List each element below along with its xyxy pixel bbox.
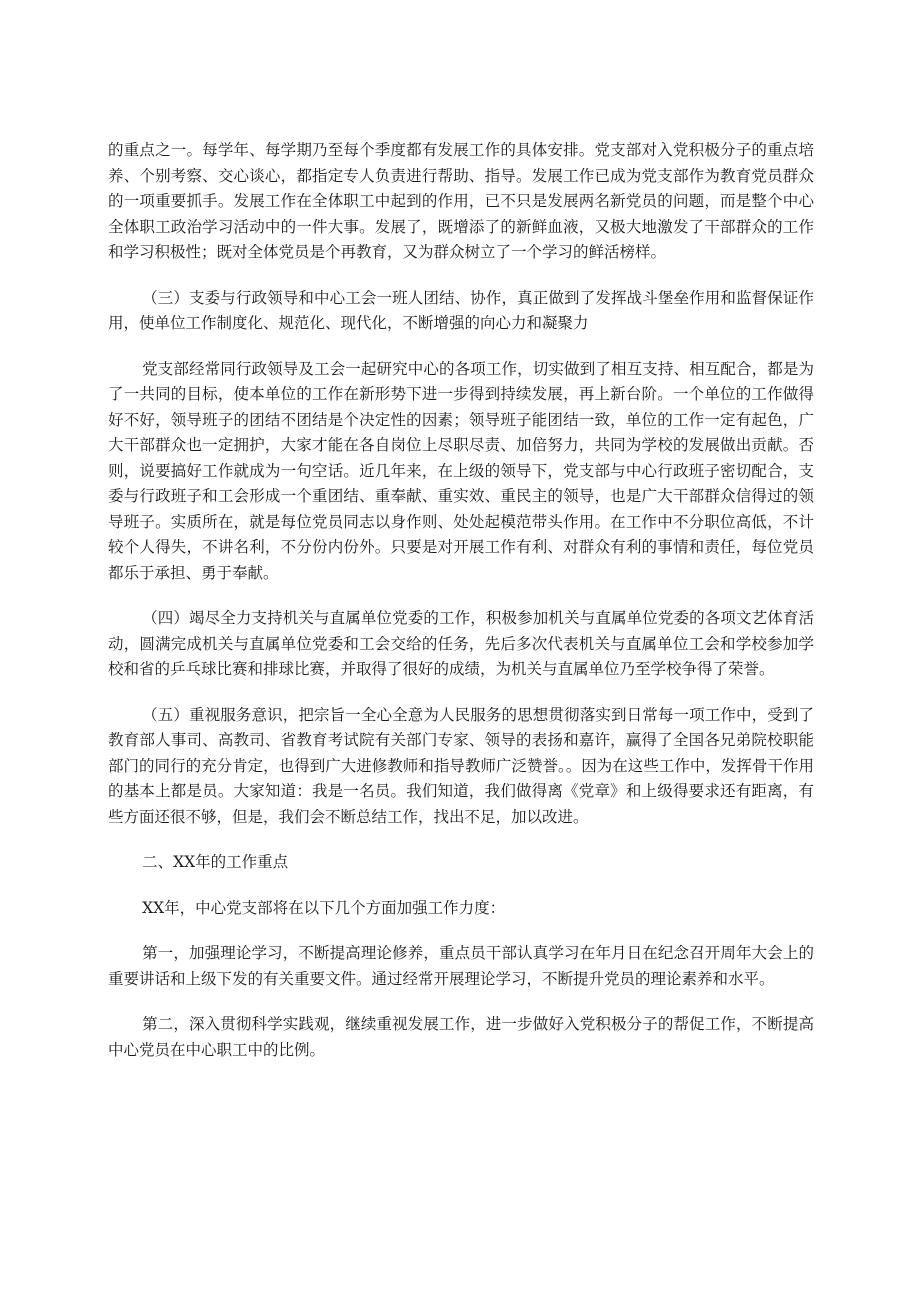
document-body <box>108 138 814 1083</box>
paragraph-second-point: 第二，深入贯彻科学实践观，继续重视发展工作，进一步做好入党积极分子的帮促工作，不断提高中心党员在中心职工中的比例。 <box>108 1015 814 1059</box>
paragraph-section-three-heading: （三）支委与行政领导和中心工会一班人团结、协作，真正做到了发挥战斗堡垒作用和监督保证作用，使单位工作制度化、规范化、现代化，不断增强的向心力和凝聚力 <box>108 288 814 332</box>
paragraph-cooperation: 党支部经常同行政领导及工会一起研究中心的各项工作，切实做到了相互支持、相互配合，都是为了一共同的目标，使本单位的工作在新形势下进一步得到持续发展，再上新台阶。一个单位的工作做得好不好，领导班子的团结不团结是个决定性的因素；领导班子能团结一致，单位的工作一定有起色，广大干部群众也一定拥护，大家才能在各自岗位上尽职尽责、加倍努力，共同为学校的发展做出贡献。否则，说要搞好工作就成为一句空话。近几年来，在上级的领导下，党支部与中心行政班子密切配合，支委与行政班子和工会形成一个重团结、重奉献、重实效、重民主的领导，也是广大干部群众信得过的领导班子。实质所在，就是每位党员同志以身作则、处处起模范带头作用。在工作中不分职位高低，不计较个人得失，不讲名利，不分份内份外。只要是对开展工作有利、对群众有利的事情和责任，每位党员都乐于承担、勇于奉献。 <box>108 359 814 582</box>
paragraph-development-work: 的重点之一。每学年、每学期乃至每个季度都有发展工作的具体安排。党支部对入党积极分子的重点培养、个别考察、交心谈心，都指定专人负责进行帮助、指导。发展工作已成为党支部作为教育党员群众的一项重要抓手。发展工作在全体职工中起到的作用，已不只是发展两名新党员的问题，而是整个中心全体职工政治学习活动中的一件大事。发展了，既增添了的新鲜血液，又极大地激发了干部群众的工作和学习积极性；既对全体党员是个再教育，又为群众树立了一个学习的鲜活榜样。 <box>108 141 814 261</box>
paragraph-intro-focus: XX年，中心党支部将在以下几个方面加强工作力度： <box>142 898 506 917</box>
paragraph-section-five: （五）重视服务意识，把宗旨一全心全意为人民服务的思想贯彻落实到日常每一项工作中，受到了教育部人事司、高教司、省教育考试院有关部门专家、领导的表扬和嘉许，赢得了全国各兄弟院校职能部门的同行的充分肯定，也得到广大进修教师和指导教师广泛赞誉。。因为在这些工作中，发挥骨干作用的基本上都是员。大家知道：我是一名员。我们知道，我们做得离《党章》和上级得要求还有距离，有些方面还很不够，但是，我们会不断总结工作，找出不足，加以改进。 <box>108 705 814 826</box>
paragraph-section-four: （四）竭尽全力支持机关与直属单位党委的工作，积极参加机关与直属单位党委的各项文艺体育活动，圆满完成机关与直属单位党委和工会交给的任务，先后多次代表机关与直属单位工会和学校参加学校和省的乒乓球比赛和排球比赛，并取得了很好的成绩，为机关与直属单位乃至学校争得了荣誉。 <box>108 609 814 678</box>
section-heading-work-focus: 二、XX年的工作重点 <box>142 853 289 871</box>
paragraph-first-point: 第一，加强理论学习，不断提高理论修养，重点员干部认真学习在年月日在纪念召开周年大会上的重要讲话和上级下发的有关重要文件。通过经常开展理论学习，不断提升党员的理论素养和水平。 <box>108 944 814 988</box>
